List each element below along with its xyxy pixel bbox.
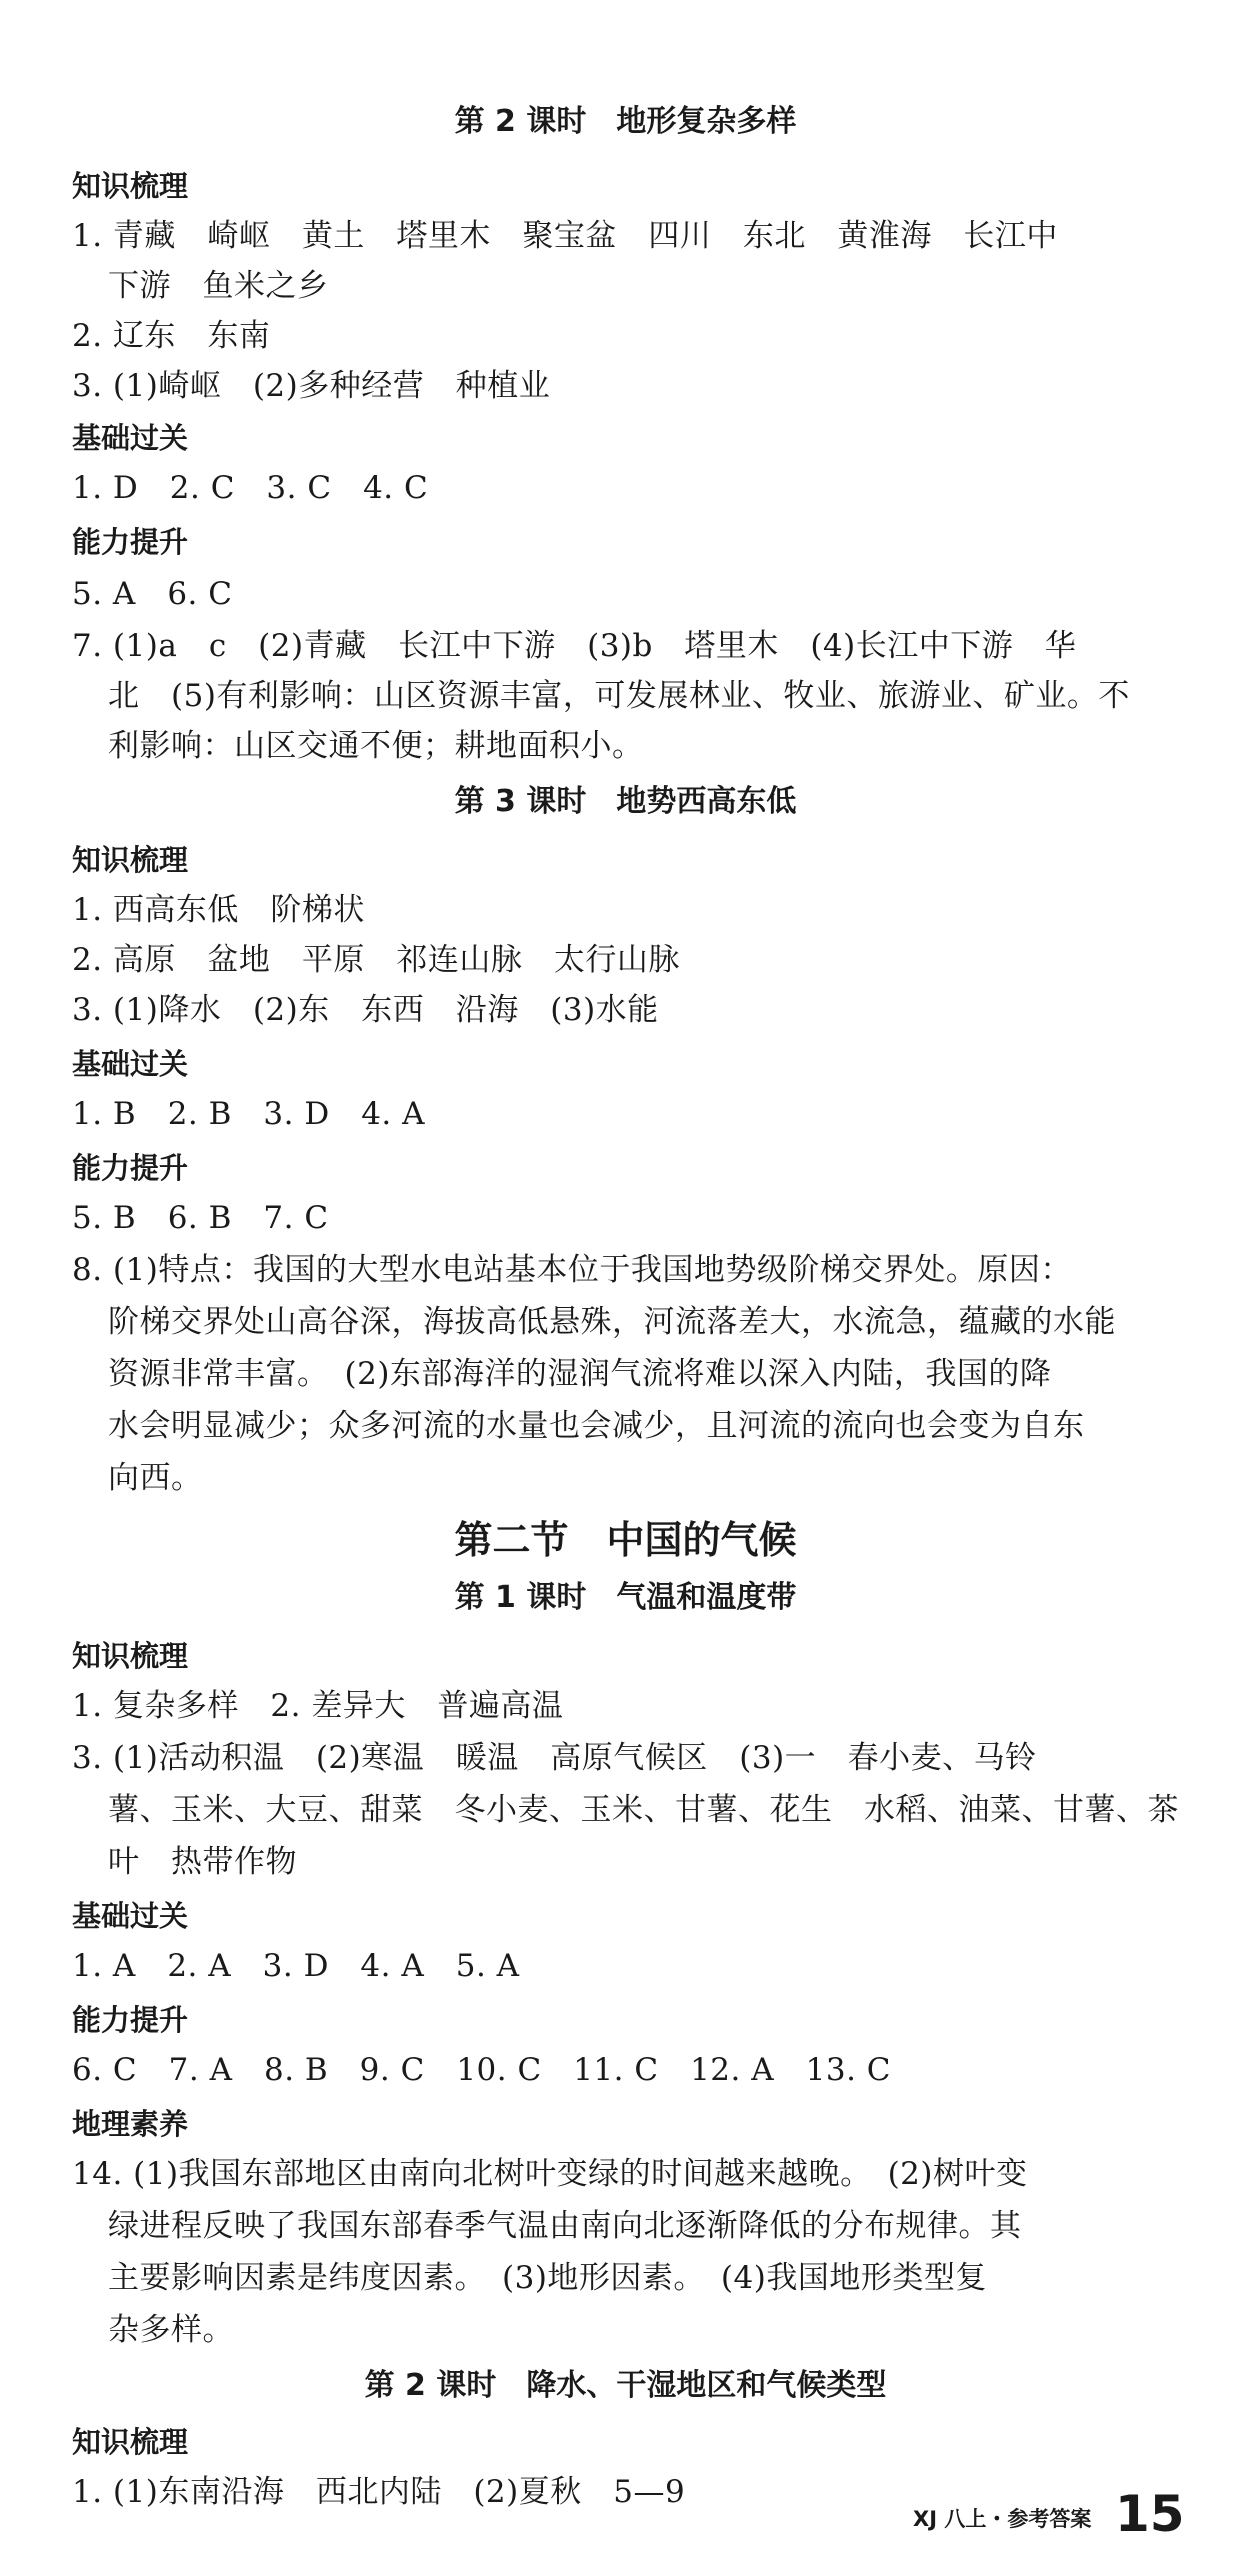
heading-basic: 基础过关: [72, 1899, 189, 1933]
answer-line: 向西。: [108, 1460, 203, 1496]
lesson-title: 第 1 课时 气温和温度带: [454, 1580, 797, 1615]
section-title: 第二节 中国的气候: [454, 1518, 797, 1562]
answer-line: 1. B 2. B 3. D 4. A: [72, 1096, 426, 1132]
answer-line: 3. (1)活动积温 (2)寒温 暖温 高原气候区 (3)一 春小麦、马铃: [72, 1740, 1037, 1776]
lesson-title: 第 2 课时 地形复杂多样: [454, 104, 797, 139]
lesson-title: 第 3 课时 地势西高东低: [454, 784, 797, 819]
answer-line: 下游 鱼米之乡: [108, 268, 329, 304]
answer-line: 绿进程反映了我国东部春季气温由南向北逐渐降低的分布规律。其: [108, 2208, 1022, 2244]
answer-line: 1. 复杂多样 2. 差异大 普遍高温: [72, 1688, 564, 1724]
heading-ability: 能力提升: [72, 525, 189, 559]
answer-line: 6. C 7. A 8. B 9. C 10. C 11. C 12. A 13. C: [72, 2052, 891, 2088]
answer-line: 1. 西高东低 阶梯状: [72, 892, 365, 928]
answer-line: 1. (1)东南沿海 西北内陆 (2)夏秋 5—9: [72, 2474, 686, 2510]
heading-knowledge: 知识梳理: [72, 2425, 189, 2459]
heading-ability: 能力提升: [72, 1151, 189, 1185]
answer-line: 北 (5)有利影响：山区资源丰富，可发展林业、牧业、旅游业、矿业。不: [108, 678, 1130, 714]
heading-ability: 能力提升: [72, 2003, 189, 2037]
answer-line: 利影响：山区交通不便；耕地面积小。: [108, 728, 644, 764]
answer-line: 杂多样。: [108, 2312, 234, 2348]
lesson-title: 第 2 课时 降水、干湿地区和气候类型: [364, 2368, 887, 2403]
heading-basic: 基础过关: [72, 421, 189, 455]
heading-basic: 基础过关: [72, 1047, 189, 1081]
answer-line: 薯、玉米、大豆、甜菜 冬小麦、玉米、甘薯、花生 水稻、油菜、甘薯、茶: [108, 1792, 1179, 1828]
footer-label: XJ 八上・参考答案: [913, 2507, 1092, 2531]
answer-line: 2. 辽东 东南: [72, 318, 271, 354]
answer-line: 3. (1)崎岖 (2)多种经营 种植业: [72, 368, 551, 404]
answer-line: 1. 青藏 崎岖 黄土 塔里木 聚宝盆 四川 东北 黄淮海 长江中: [72, 218, 1058, 254]
answer-line: 7. (1)a c (2)青藏 长江中下游 (3)b 塔里木 (4)长江中下游 华: [72, 628, 1077, 664]
answer-line: 14. (1)我国东部地区由南向北树叶变绿的时间越来越晚。 (2)树叶变: [72, 2156, 1028, 2192]
answer-line: 1. D 2. C 3. C 4. C: [72, 470, 429, 506]
heading-knowledge: 知识梳理: [72, 843, 189, 877]
answer-line: 5. A 6. C: [72, 576, 233, 612]
answer-line: 主要影响因素是纬度因素。 (3)地形因素。 (4)我国地形类型复: [108, 2260, 987, 2296]
answer-line: 1. A 2. A 3. D 4. A 5. A: [72, 1948, 520, 1984]
answer-line: 叶 热带作物: [108, 1844, 297, 1880]
heading-knowledge: 知识梳理: [72, 1639, 189, 1673]
answer-line: 水会明显减少；众多河流的水量也会减少，且河流的流向也会变为自东: [108, 1408, 1085, 1444]
heading-knowledge: 知识梳理: [72, 169, 189, 203]
page-number: 15: [1115, 2485, 1185, 2543]
answer-line: 3. (1)降水 (2)东 东西 沿海 (3)水能: [72, 992, 659, 1028]
answer-line: 5. B 6. B 7. C: [72, 1200, 329, 1236]
answer-line: 资源非常丰富。 (2)东部海洋的湿润气流将难以深入内陆，我国的降: [108, 1356, 1052, 1392]
answer-line: 8. (1)特点：我国的大型水电站基本位于我国地势级阶梯交界处。原因：: [72, 1252, 1072, 1288]
heading-literacy: 地理素养: [72, 2107, 189, 2141]
answer-line: 2. 高原 盆地 平原 祁连山脉 太行山脉: [72, 942, 680, 978]
answer-line: 阶梯交界处山高谷深，海拔高低悬殊，河流落差大，水流急，蕴藏的水能: [108, 1304, 1116, 1340]
